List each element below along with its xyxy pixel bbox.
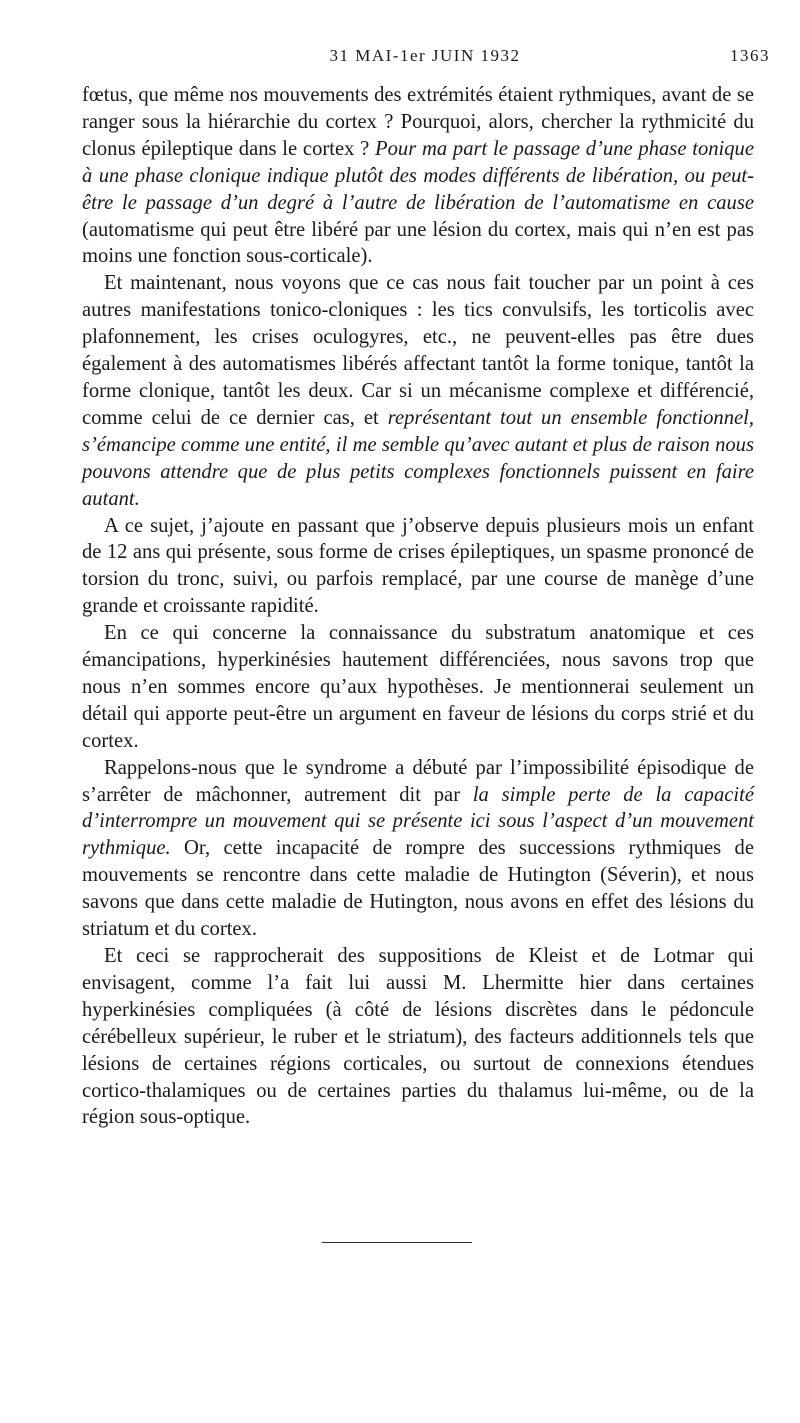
paragraph-4 xyxy=(82,620,754,755)
paragraph-2 xyxy=(82,270,754,512)
body-text xyxy=(82,82,754,1131)
text-run: A ce sujet, j’ajoute en passant que j’observe depuis plusieurs mois un enfant de 12 ans qui présente, sous forme de crises épileptiques, un spasme prononcé de torsion du tronc, suivi, ou parfois remplacé, par une course de manège d’une grande et croissante rapidité. xyxy=(82,514,754,618)
italic-run: représentant tout un ensemble fonctionnel, s’émancipe comme une entité, il me semble qu’avec autant et plus de raison nous pouvons attendre que de plus petits complexes fonctionnels puissent en faire autant. xyxy=(82,406,755,510)
text-run: Et maintenant, nous voyons que ce cas nous fait toucher par un point à ces autres manifestations tonico-cloniques : les tics convulsifs, les torticolis avec plafonnement, les crises oculogyres, etc., ne peuvent-elles pas être dues également à des automatismes libérés affectant tantôt la forme tonique, tantôt la forme clonique, tantôt les deux. Car si un mécanisme complexe et différencié, comme celui de ce dernier cas, et xyxy=(82,272,754,429)
running-header xyxy=(80,46,770,76)
running-title: 31 MAI-1er JUIN 1932 xyxy=(329,46,521,65)
italic-run: Pour ma part le passage d’une phase tonique à une phase clonique indique plutôt des modes différents de libération, ou peut-être le passage d’un degré à l’autre de libération de l’automatisme en cause xyxy=(82,137,754,214)
paragraph-3 xyxy=(82,513,754,621)
page-number: 1363 xyxy=(730,46,770,65)
text-run: Rappelons-nous que le syndrome a débuté par l’impossibilité épisodique de s’arrêter de mâchonner, autrement dit par xyxy=(82,756,754,806)
closing-rule xyxy=(322,1242,472,1243)
paragraph-5 xyxy=(82,755,754,943)
text-run: (automatisme qui peut être libéré par une lésion du cortex, mais qui n’en est pas moins une fonction sous-corticale). xyxy=(82,218,754,268)
paragraph-1 xyxy=(82,82,754,270)
italic-run: la simple perte de la capacité d’interrompre un mouvement qui se présente ici sous l’aspect d’un mouvement rythmique. xyxy=(82,783,754,860)
text-run: En ce qui concerne la connaissance du substratum anatomique et ces émancipations, hyperkinésies hautement différenciées, nous savons trop que nous n’en sommes encore qu’aux hypothèses. Je mentionnerai seulement un détail qui apporte peut-être un argument en faveur de lésions du corps strié et du cortex. xyxy=(82,622,754,752)
text-run: Or, cette incapacité de rompre des successions rythmiques de mouvements se rencontre dans cette maladie de Hutington (Séverin), et nous savons que dans cette maladie de Hutington, nous avons en effet des lésions du striatum et du cortex. xyxy=(82,837,754,941)
text-run: fœtus, que même nos mouvements des extrémités étaient rythmiques, avant de se ranger sous la hiérarchie du cortex ? Pourquoi, alors, chercher la rythmicité du clonus épileptique dans le cortex ? xyxy=(82,84,754,160)
text-run: Et ceci se rapprocherait des suppositions de Kleist et de Lotmar qui envisagent, comme l’a fait lui aussi M. Lhermitte hier dans certaines hyperkinésies compliquées (à côté de lésions discrètes dans le pédoncule cérébelleux supérieur, le ruber et le striatum), des facteurs additionnels tels que lésions de certaines régions corticales, ou surtout de connexions étendues cortico-thalamiques ou de certaines parties du thalamus lui-même, ou de la région sous-optique. xyxy=(82,945,754,1129)
paragraph-6 xyxy=(82,943,754,1131)
